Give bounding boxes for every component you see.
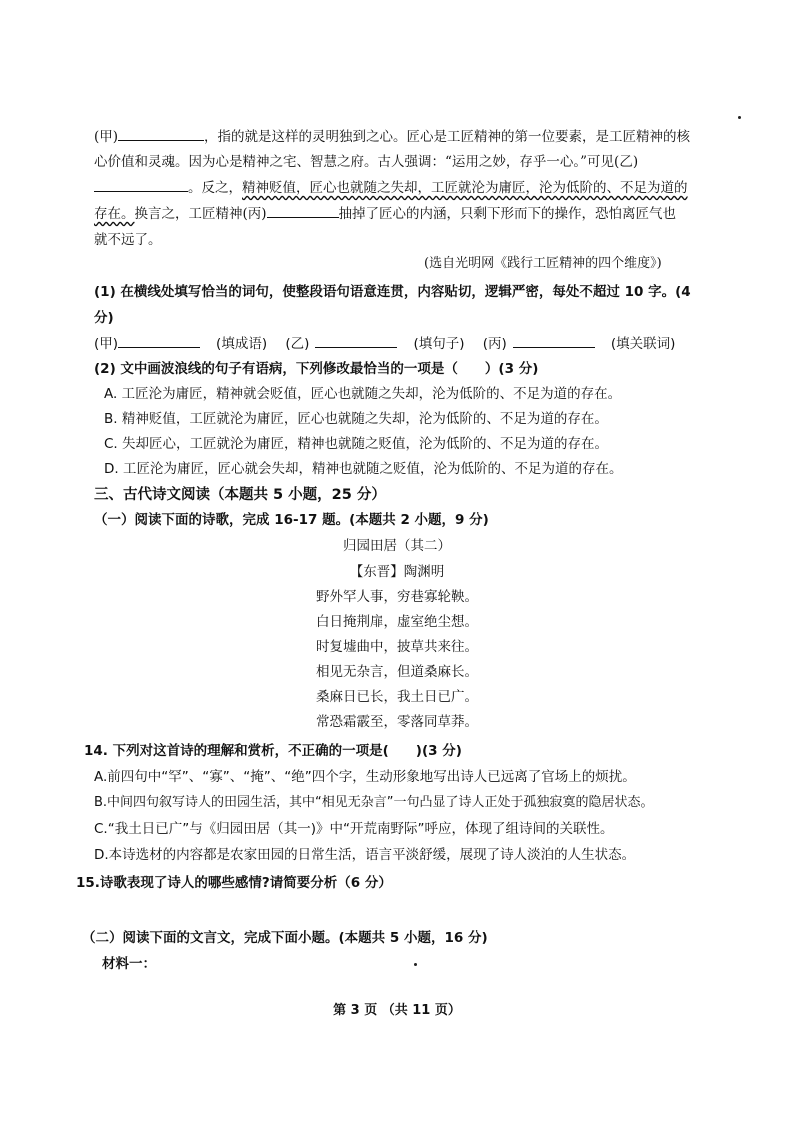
passage-line-3: 。反之，精神贬值，匠心也就随之失却，工匠就沦为庸匠，沦为低阶的、不足为道的: [94, 177, 688, 199]
passage-source: (选自光明网《践行工匠精神的四个维度》): [424, 256, 662, 271]
page-number: 第 3 页 （共 11 页）: [333, 1003, 461, 1018]
scan-speck: [414, 963, 417, 966]
scan-speck: [738, 116, 741, 119]
q1-answer-blanks: (甲) (填成语) (乙) (填句子) (丙) (填关联词): [94, 333, 675, 355]
answer-blank-bing[interactable]: [513, 333, 595, 348]
passage-line-1: (甲) ，指的就是这样的灵明独到之心。匠心是工匠精神的第一位要素，是工匠精神的核: [94, 126, 690, 148]
q1-stem-line-1: (1) 在横线处填写恰当的词句，使整段语句语意连贯，内容贴切，逻辑严密，每处不超过 10 字。(4: [94, 284, 691, 300]
q2-option-b[interactable]: B. 精神贬值，工匠就沦为庸匠，匠心也就随之失却，沦为低阶的、不足为道的存在。: [104, 411, 608, 427]
wavy-sentence-end: 存在。: [94, 206, 135, 222]
poem-line: 常恐霜霰至，零落同草莽。: [316, 714, 478, 730]
poem-line: 相见无杂言，但道桑麻长。: [316, 664, 478, 680]
q14-option-a[interactable]: A.前四句中“罕”、“寡”、“掩”、“绝”四个字，生动形象地写出诗人已远离了官场上的烦扰。: [94, 769, 636, 785]
q14-option-d[interactable]: D.本诗选材的内容都是农家田园的日常生活，语言平淡舒缓，展现了诗人淡泊的人生状态。: [94, 847, 636, 863]
passage-line-4: 存在。换言之，工匠精神(丙) 抽掉了匠心的内涵，只剩下形而下的操作，恐怕离匠气也: [94, 203, 676, 225]
poem-line: 桑麻日已长，我土日已广。: [316, 689, 478, 705]
blank-yi: [94, 177, 188, 192]
q15-stem: 15.诗歌表现了诗人的哪些感情?请简要分析（6 分）: [76, 875, 392, 891]
section-part-2: （二）阅读下面的文言文，完成下面小题。(本题共 5 小题，16 分): [82, 930, 488, 946]
q14-stem: 14. 下列对这首诗的理解和赏析，不正确的一项是( )(3 分): [84, 743, 462, 759]
blank-jia: [118, 126, 204, 141]
poem-line: 野外罕人事，穷巷寡轮鞅。: [316, 589, 478, 605]
q14-option-c[interactable]: C.“我土日已广”与《归园田居（其一)》中“开荒南野际”呼应，体现了组诗间的关联性。: [94, 821, 614, 837]
wavy-sentence: 精神贬值，匠心也就随之失却，工匠就沦为庸匠，沦为低阶的、不足为道的: [242, 180, 688, 196]
q2-option-a[interactable]: A. 工匠沦为庸匠，精神就会贬值，匠心也就随之失却，沦为低阶的、不足为道的存在。: [104, 386, 622, 402]
q2-stem: (2) 文中画波浪线的句子有语病，下列修改最恰当的一项是（ ）(3 分): [94, 361, 539, 377]
poem-author: 【东晋】陶渊明: [349, 564, 445, 580]
material-label: 材料一：: [102, 956, 156, 972]
passage-line-2: 心价值和灵魂。因为心是精神之宅、智慧之府。古人强调：“运用之妙，存乎一心。”可见(乙): [94, 154, 639, 170]
section-heading: 三、古代诗文阅读（本题共 5 小题，25 分）: [94, 487, 386, 503]
q2-option-d[interactable]: D. 工匠沦为庸匠，匠心就会失却，精神也就随之贬值，沦为低阶的、不足为道的存在。: [104, 461, 623, 477]
blank-label-jia: (甲): [94, 129, 119, 145]
poem-line: 白日掩荆扉，虚室绝尘想。: [316, 614, 478, 630]
blank-bing: [267, 203, 339, 218]
q1-stem-line-2: 分): [94, 310, 114, 326]
passage-line-5: 就不远了。: [94, 232, 162, 248]
q2-option-c[interactable]: C. 失却匠心，工匠就沦为庸匠，精神也就随之贬值，沦为低阶的、不足为道的存在。: [104, 436, 609, 452]
poem-line: 时复墟曲中，披草共来往。: [316, 639, 478, 655]
answer-blank-yi[interactable]: [315, 333, 397, 348]
poem-title: 归园田居（其二）: [343, 538, 451, 554]
q14-option-b[interactable]: B.中间四句叙写诗人的田园生活，其中“相见无杂言”一句凸显了诗人正处于孤独寂寞的隐居状态。: [94, 795, 654, 810]
answer-blank-jia[interactable]: [118, 333, 200, 348]
section-part-1: （一）阅读下面的诗歌，完成 16-17 题。(本题共 2 小题，9 分): [94, 512, 489, 528]
